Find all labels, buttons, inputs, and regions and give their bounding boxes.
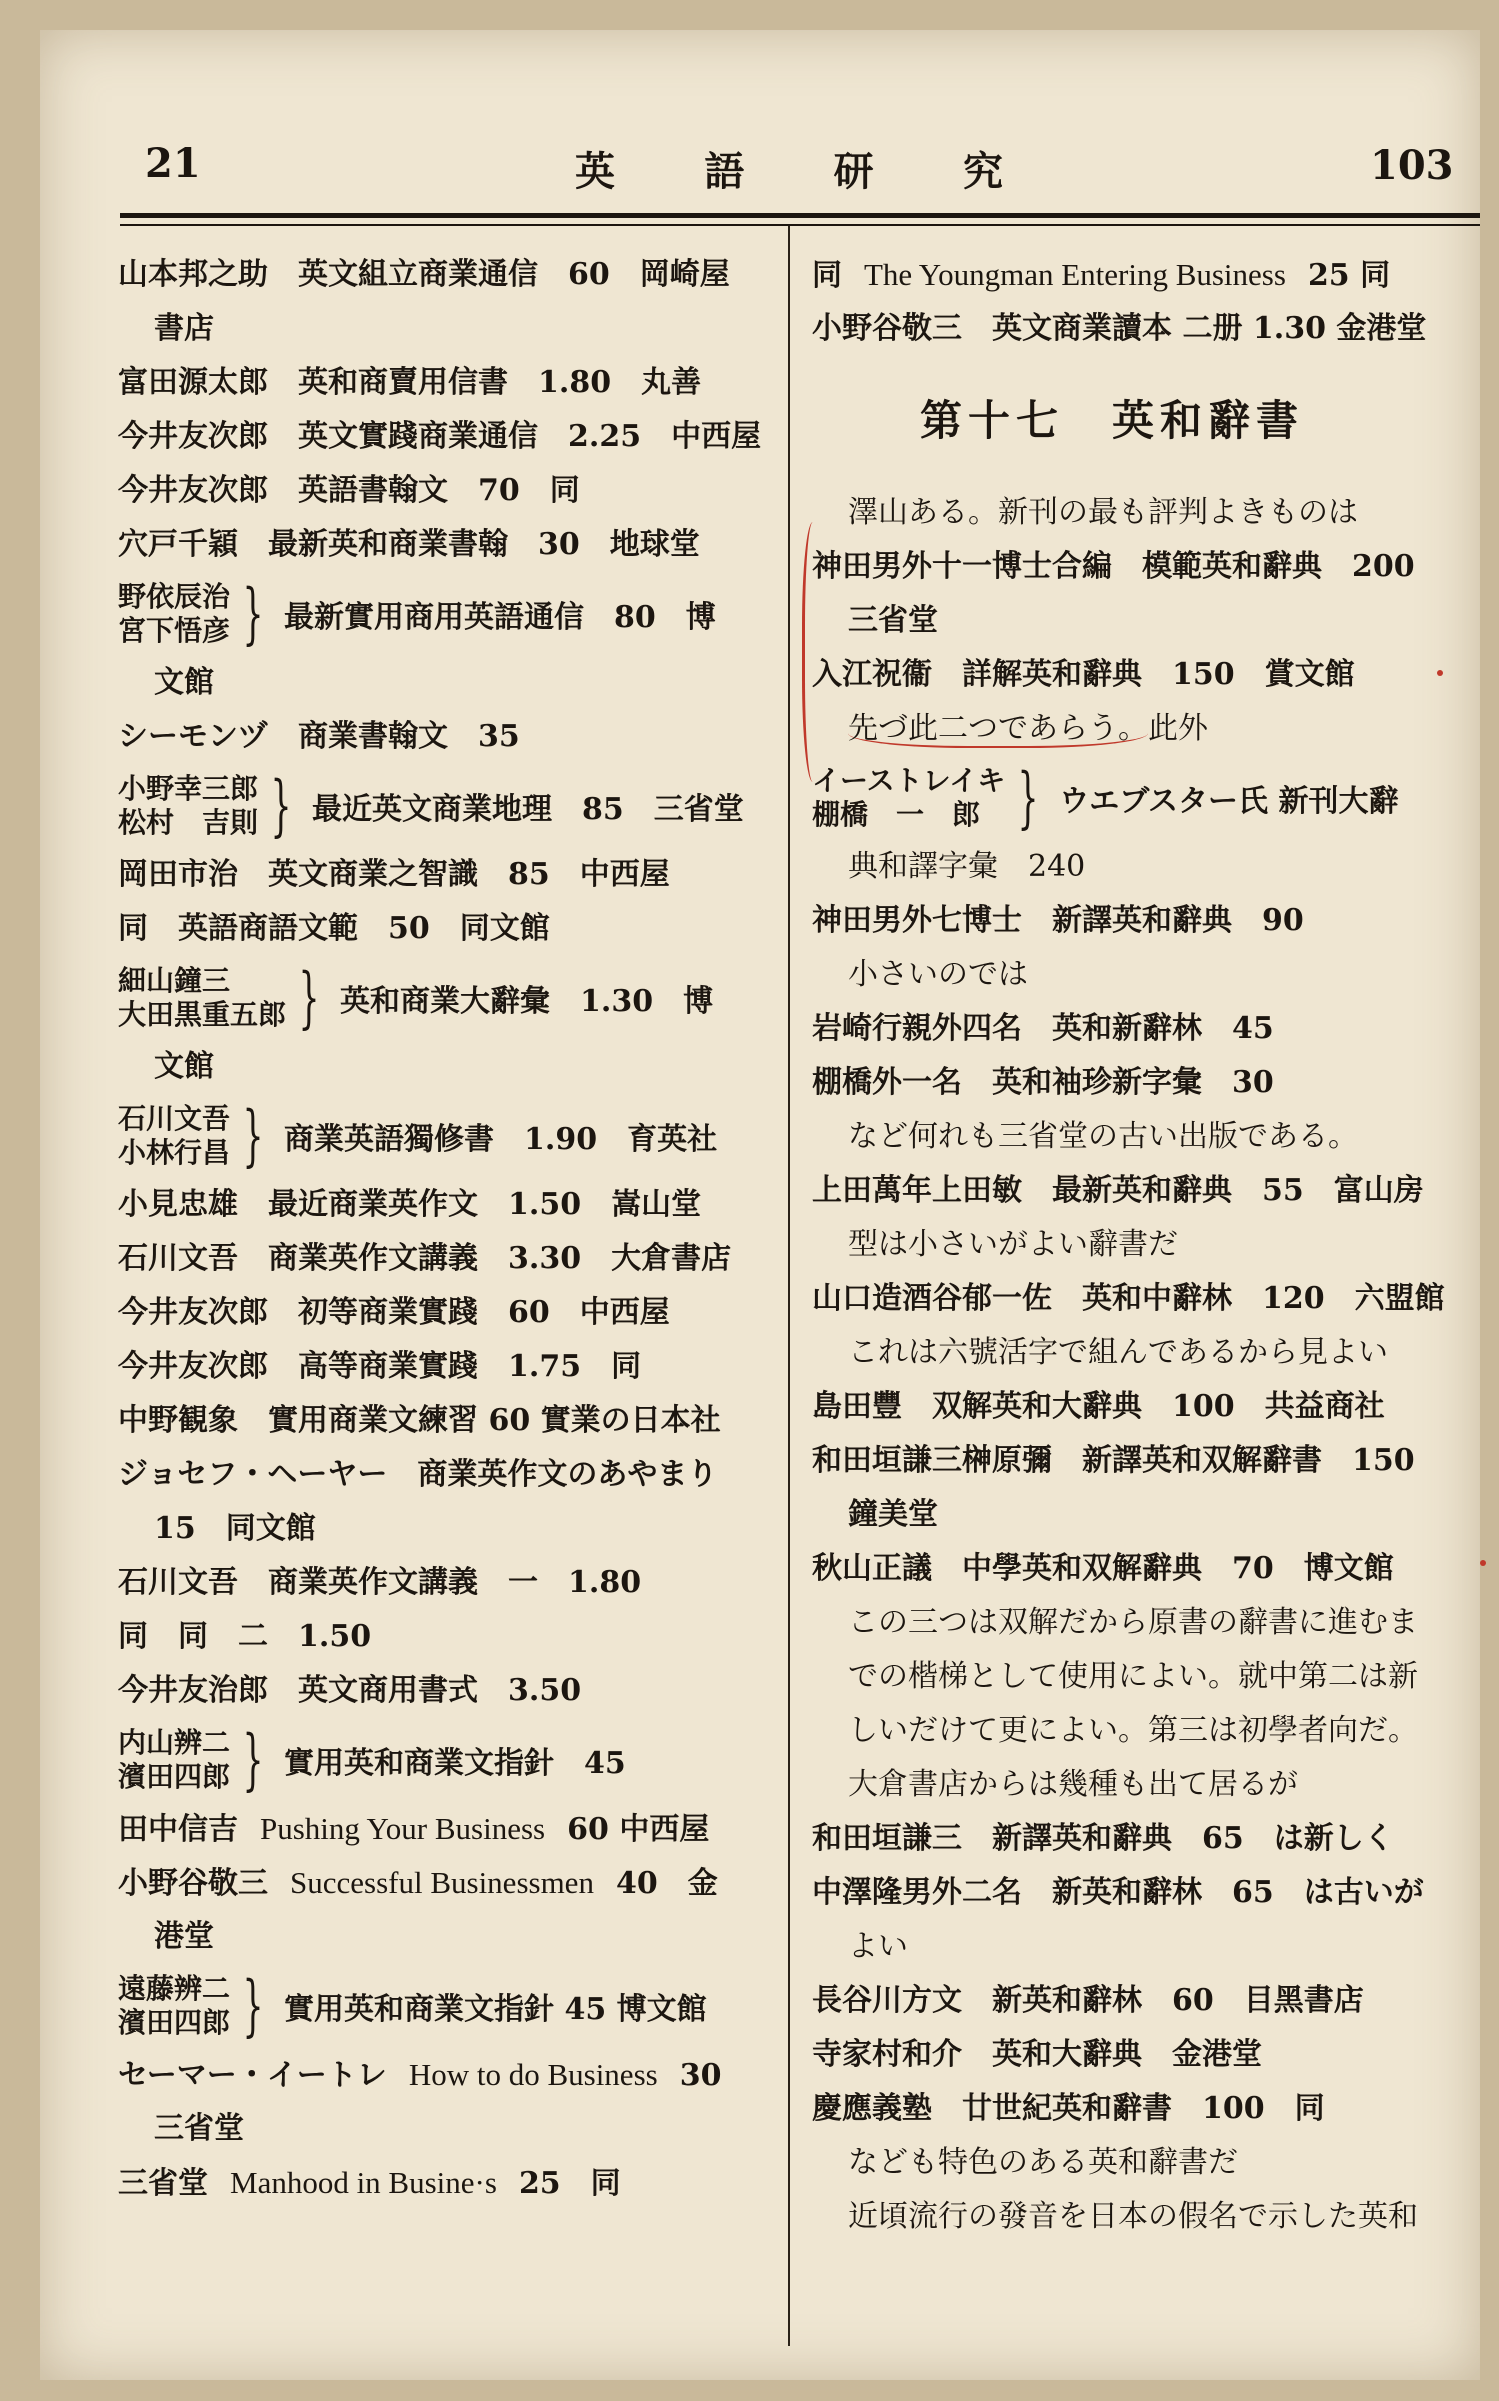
catalog-entry: 和田垣謙三榊原彌 新譯英和双解辭書 150 bbox=[812, 1443, 1415, 1478]
catalog-entry: 同 同 二 1.50 bbox=[118, 1619, 372, 1654]
english-title: The Youngman Entering Business bbox=[864, 257, 1286, 292]
commentary-line bbox=[812, 702, 1480, 756]
catalog-entry-multi-author bbox=[118, 1964, 758, 2048]
catalog-entry: 神田男外十一博士合編 模範英和辭典 200 bbox=[812, 549, 1415, 584]
catalog-entry-multi-author bbox=[118, 1094, 758, 1178]
red-pen-dot bbox=[1480, 1560, 1486, 1566]
author-name: イーストレイキ bbox=[812, 764, 1006, 797]
author-group bbox=[118, 772, 258, 840]
catalog-entry bbox=[118, 1856, 758, 1910]
brace-glyph: } bbox=[242, 1967, 264, 2044]
author-group bbox=[118, 1972, 230, 2040]
author-name: 大田黒重五郎 bbox=[118, 998, 287, 1031]
entry-continuation: 三省堂 bbox=[154, 2111, 244, 2146]
catalog-entry: 中澤隆男外二名 新英和辭林 65 は古いが bbox=[812, 1875, 1424, 1910]
catalog-entry: 山本邦之助 英文組立商業通信 60 岡崎屋 bbox=[118, 257, 730, 292]
commentary-tail: 此外 bbox=[1148, 711, 1208, 746]
commentary-line: しいだけて更によい。第三は初學者向だ。 bbox=[848, 1713, 1418, 1748]
catalog-entry: 今井友治郎 英文商用書式 3.50 bbox=[118, 1673, 582, 1708]
catalog-entry: 慶應義塾 廿世紀英和辭書 100 同 bbox=[812, 2091, 1325, 2126]
catalog-entry: 石川文吾 商業英作文講義 一 1.80 bbox=[118, 1565, 642, 1600]
catalog-entry: 岩崎行親外四名 英和新辭林 45 bbox=[812, 1011, 1274, 1046]
catalog-entry: 小見忠雄 最近商業英作文 1.50 嵩山堂 bbox=[118, 1187, 702, 1222]
entry-continuation: 書店 bbox=[154, 311, 214, 346]
english-title: Successful Businessmen bbox=[290, 1865, 594, 1900]
page-header bbox=[40, 30, 1480, 200]
author-name: 同 bbox=[812, 258, 842, 293]
author-name: 内山辨二 bbox=[118, 1726, 231, 1759]
title-char: 語 bbox=[704, 148, 747, 195]
left-column bbox=[118, 248, 762, 2210]
entry-continuation: 三省堂 bbox=[848, 603, 938, 638]
entry-continuation: 港堂 bbox=[154, 1919, 214, 1954]
catalog-entry: 入江祝衞 詳解英和辭典 150 賞文館 bbox=[812, 657, 1355, 692]
catalog-entry: 今井友次郎 英語書翰文 70 同 bbox=[118, 473, 580, 508]
author-name: 石川文吾 bbox=[118, 1102, 231, 1135]
author-name: セーマー・イートレ bbox=[118, 2058, 387, 2093]
commentary-line: これは六號活字で組んであるから見よい bbox=[848, 1335, 1388, 1370]
author-name: 細山鐘三 bbox=[118, 964, 231, 997]
english-title: How to do Business bbox=[408, 2057, 658, 2092]
author-group bbox=[118, 1726, 230, 1794]
catalog-entry: 秋山正議 中學英和双解辭典 70 博文館 bbox=[812, 1551, 1394, 1586]
commentary-line: 型は小さいがよい辭書だ bbox=[848, 1227, 1178, 1262]
author-name: 三省堂 bbox=[118, 2166, 208, 2201]
brace-glyph: } bbox=[1017, 759, 1039, 836]
price-publisher: 25 同 bbox=[1307, 258, 1391, 293]
page-number-left: 21 bbox=[145, 140, 201, 187]
catalog-entry: 今井友次郎 英文實踐商業通信 2.25 中西屋 bbox=[118, 419, 762, 454]
catalog-entry: 岡田市治 英文商業之智識 85 中西屋 bbox=[118, 857, 670, 892]
author-name: 宮下悟彦 bbox=[118, 614, 231, 647]
author-name: 小林行昌 bbox=[118, 1136, 231, 1169]
red-pen-dot bbox=[1437, 670, 1443, 676]
title-char: 究 bbox=[962, 148, 1005, 195]
title-char: 英 bbox=[575, 148, 617, 195]
commentary-line: など何れも三省堂の古い出版である。 bbox=[848, 1119, 1358, 1154]
english-title: Pushing Your Business bbox=[260, 1811, 546, 1846]
commentary-line: なども特色のある英和辭書だ bbox=[848, 2145, 1238, 2180]
commentary-line: 澤山ある。新刊の最も評判よきものは bbox=[848, 495, 1358, 530]
commentary-line: 典和譯字彙 240 bbox=[848, 849, 1086, 884]
entry-title-price: 最新實用商用英語通信 80 博 bbox=[284, 600, 716, 635]
catalog-entry-multi-author bbox=[118, 764, 758, 848]
running-title bbox=[575, 140, 1005, 197]
title-char: 研 bbox=[833, 148, 876, 195]
author-name: 濱田四郎 bbox=[118, 2006, 231, 2039]
author-name: 遠藤辨二 bbox=[118, 1972, 231, 2005]
catalog-entry bbox=[118, 1802, 758, 1856]
catalog-entry-multi-author bbox=[118, 572, 758, 656]
entry-title-price: 實用英和商業文指針 45 博文館 bbox=[284, 1992, 707, 2027]
price-publisher: 25 同 bbox=[518, 2166, 621, 2201]
entry-title-price: 英和商業大辭彙 1.30 博 bbox=[340, 984, 714, 1019]
header-rule-thin bbox=[120, 224, 1480, 226]
catalog-entry: 神田男外七博士 新譯英和辭典 90 bbox=[812, 903, 1304, 938]
page-number-right: 103 bbox=[1370, 142, 1454, 189]
author-name: 小野谷敬三 bbox=[118, 1866, 268, 1901]
section-heading: 第十七 英和辭書 bbox=[920, 396, 1305, 445]
catalog-entry: 棚橋外一名 英和袖珍新字彙 30 bbox=[812, 1065, 1274, 1100]
author-group bbox=[118, 964, 286, 1032]
commentary-line: よい bbox=[848, 1929, 908, 1964]
commentary-line: 近頃流行の發音を日本の假名で示した英和 bbox=[848, 2199, 1418, 2234]
brace-glyph: } bbox=[298, 959, 320, 1036]
red-pen-bracket bbox=[802, 522, 829, 782]
catalog-entry: 富田源太郎 英和商賣用信書 1.80 丸善 bbox=[118, 365, 702, 400]
catalog-entry: 島田豐 双解英和大辭典 100 共益商社 bbox=[812, 1389, 1385, 1424]
catalog-entry: 小野谷敬三 英文商業讀本 二册 1.30 金港堂 bbox=[812, 311, 1427, 346]
author-group bbox=[812, 764, 1005, 832]
commentary-line: 大倉書店からは幾種も出て居るが bbox=[848, 1767, 1298, 1802]
catalog-entry: 今井友次郎 高等商業實踐 1.75 同 bbox=[118, 1349, 642, 1384]
catalog-entry: 今井友次郎 初等商業實踐 60 中西屋 bbox=[118, 1295, 670, 1330]
catalog-entry: 中野観象 實用商業文練習 60 實業の日本社 bbox=[118, 1403, 721, 1438]
catalog-entry bbox=[118, 2048, 758, 2102]
catalog-entry: シーモンヅ 商業書翰文 35 bbox=[118, 719, 520, 754]
commentary-line: 小さいのでは bbox=[848, 957, 1028, 992]
brace-glyph: } bbox=[242, 1721, 264, 1798]
column-divider bbox=[788, 226, 790, 2346]
author-name: 小野幸三郎 bbox=[118, 772, 259, 805]
entry-title-price: 實用英和商業文指針 45 bbox=[284, 1746, 626, 1781]
author-name: 田中信吉 bbox=[118, 1812, 238, 1847]
brace-glyph: } bbox=[242, 575, 264, 652]
author-name: 松村 吉則 bbox=[118, 806, 259, 839]
right-column bbox=[812, 248, 1480, 2244]
author-group bbox=[118, 1102, 230, 1170]
author-name: 濱田四郎 bbox=[118, 1760, 231, 1793]
catalog-entry-multi-author bbox=[118, 1718, 758, 1802]
entry-continuation: 15 同文館 bbox=[154, 1511, 316, 1546]
entry-title-price: ウエブスター氏 新刊大辭 bbox=[1059, 784, 1399, 819]
catalog-entry: 長谷川方文 新英和辭林 60 目黑書店 bbox=[812, 1983, 1364, 2018]
author-name: 棚橋 一 郎 bbox=[812, 798, 981, 831]
entry-continuation: 文館 bbox=[154, 1049, 214, 1084]
catalog-entry bbox=[118, 2156, 758, 2210]
english-title: Manhood in Busine·s bbox=[230, 2165, 497, 2200]
entry-continuation: 鐘美堂 bbox=[848, 1497, 938, 1532]
author-name: 野依辰治 bbox=[118, 580, 231, 613]
commentary-line: での楷梯として使用によい。就中第二は新 bbox=[848, 1659, 1418, 1694]
underlined-text: 先づ此二つであらう。 bbox=[848, 711, 1148, 746]
catalog-entry-multi-author bbox=[118, 956, 758, 1040]
catalog-entry: 穴戸千穎 最新英和商業書翰 30 地球堂 bbox=[118, 527, 700, 562]
entry-title-price: 最近英文商業地理 85 三省堂 bbox=[312, 792, 744, 827]
author-group bbox=[118, 580, 230, 648]
catalog-entry: ジョセフ・ヘーヤー 商業英作文のあやまり bbox=[118, 1457, 718, 1492]
catalog-entry: 石川文吾 商業英作文講義 3.30 大倉書店 bbox=[118, 1241, 732, 1276]
header-rule bbox=[120, 213, 1480, 218]
book-page bbox=[40, 30, 1480, 2380]
entry-continuation: 文館 bbox=[154, 665, 214, 700]
entry-title-price: 商業英語獨修書 1.90 育英社 bbox=[284, 1122, 718, 1157]
catalog-entry bbox=[812, 248, 1480, 302]
brace-glyph: } bbox=[270, 767, 292, 844]
commentary-line: この三つは双解だから原書の辭書に進むま bbox=[848, 1605, 1418, 1640]
price-publisher: 40 金 bbox=[615, 1866, 718, 1901]
brace-glyph: } bbox=[242, 1097, 264, 1174]
catalog-entry: 上田萬年上田敏 最新英和辭典 55 富山房 bbox=[812, 1173, 1424, 1208]
catalog-entry-multi-author bbox=[812, 756, 1480, 840]
catalog-entry: 和田垣謙三 新譯英和辭典 65 は新しく bbox=[812, 1821, 1394, 1856]
catalog-entry: 山口造酒谷郁一佐 英和中辭林 120 六盟館 bbox=[812, 1281, 1445, 1316]
catalog-entry: 同 英語商語文範 50 同文館 bbox=[118, 911, 550, 946]
catalog-entry: 寺家村和介 英和大辭典 金港堂 bbox=[812, 2037, 1262, 2072]
price-publisher: 60 中西屋 bbox=[567, 1812, 710, 1847]
price-publisher: 30 bbox=[679, 2058, 722, 2093]
